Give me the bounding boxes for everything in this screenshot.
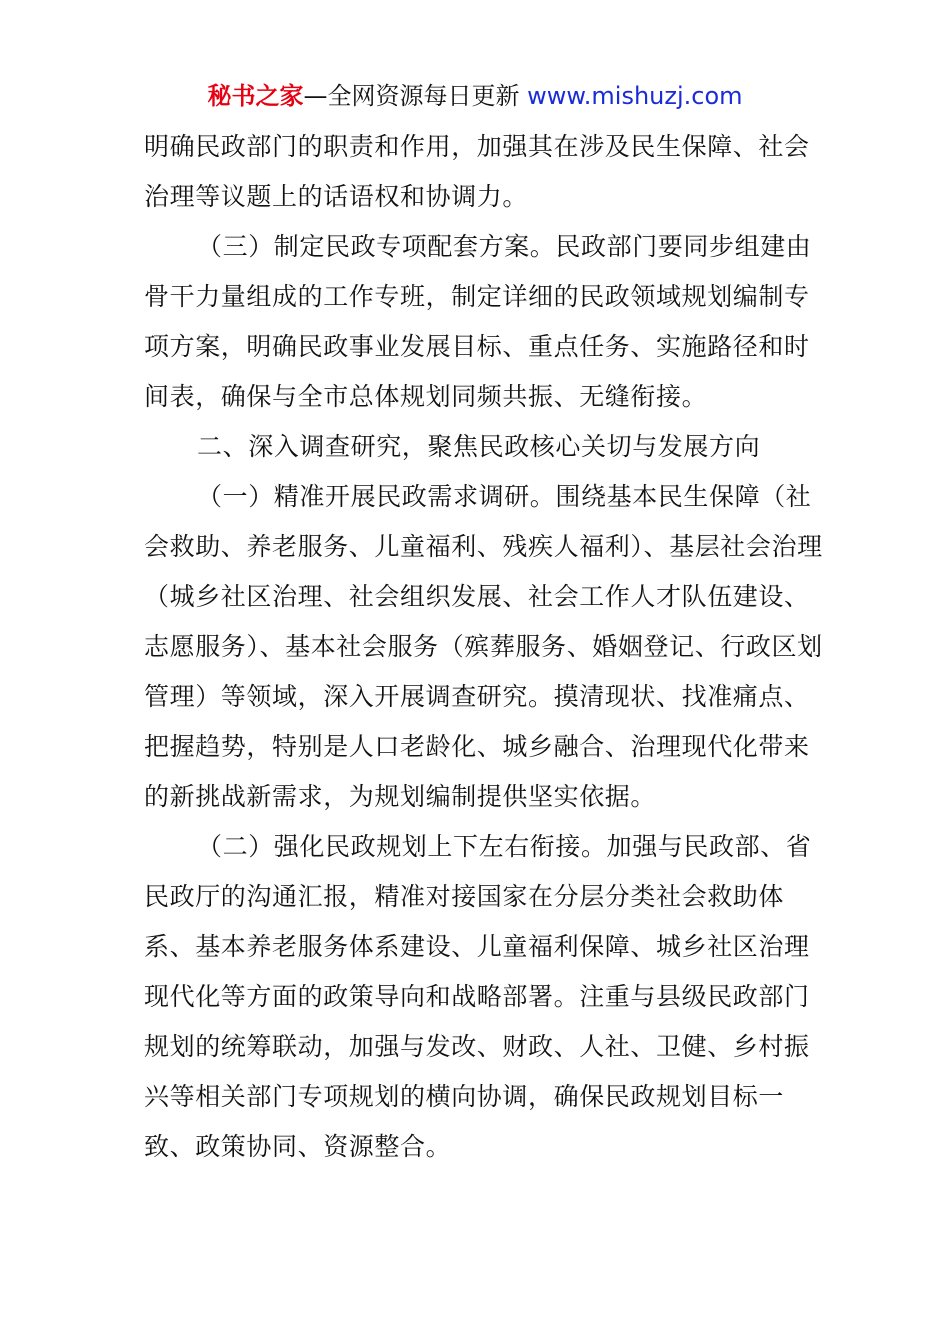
paragraph-subsection-2: （二）强化民政规划上下左右衔接。加强与民政部、省民政厅的沟通汇报，精准对接国家在分层分类社会救助体系、基本养老服务体系建设、儿童福利保障、城乡社区治理现代化等方面的政策导向和战略部署。注重与县级民政部门规划的统筹联动，加强与发改、财政、人社、卫健、乡村振兴等相关部门专项规划的横向协调，确保民政规划目标一致、政策协同、资源整合。 [144, 832, 812, 1161]
section-heading-2: 二、深入调查研究，聚焦民政核心关切与发展方向 [197, 432, 761, 461]
site-header [0, 80, 950, 112]
paragraph-subsection-1: （一）精准开展民政需求调研。围绕基本民生保障（社会救助、养老服务、儿童福利、残疾人福利）、基层社会治理（城乡社区治理、社会组织发展、社会工作人才队伍建设、志愿服务）、基本社会服务（殡葬服务、婚姻登记、行政区划管理）等领域，深入开展调查研究。摸清现状、找准痛点、把握趋势，特别是人口老龄化、城乡融合、治理现代化带来的新挑战新需求，为规划编制提供坚实依据。 [144, 482, 823, 811]
document-body [144, 122, 824, 1172]
site-slogan: —全网资源每日更新 [303, 82, 528, 110]
site-url-link[interactable]: www.mishuzj.com [527, 82, 743, 110]
paragraph-continuation: 明确民政部门的职责和作用，加强其在涉及民生保障、社会治理等议题上的话语权和协调力。 [144, 132, 810, 211]
site-brand: 秘书之家 [207, 82, 304, 110]
paragraph-section-3: （三）制定民政专项配套方案。民政部门要同步组建由骨干力量组成的工作专班，制定详细的民政领域规划编制专项方案，明确民政事业发展目标、重点任务、实施路径和时间表，确保与全市总体规划同频共振、无缝衔接。 [144, 232, 812, 411]
